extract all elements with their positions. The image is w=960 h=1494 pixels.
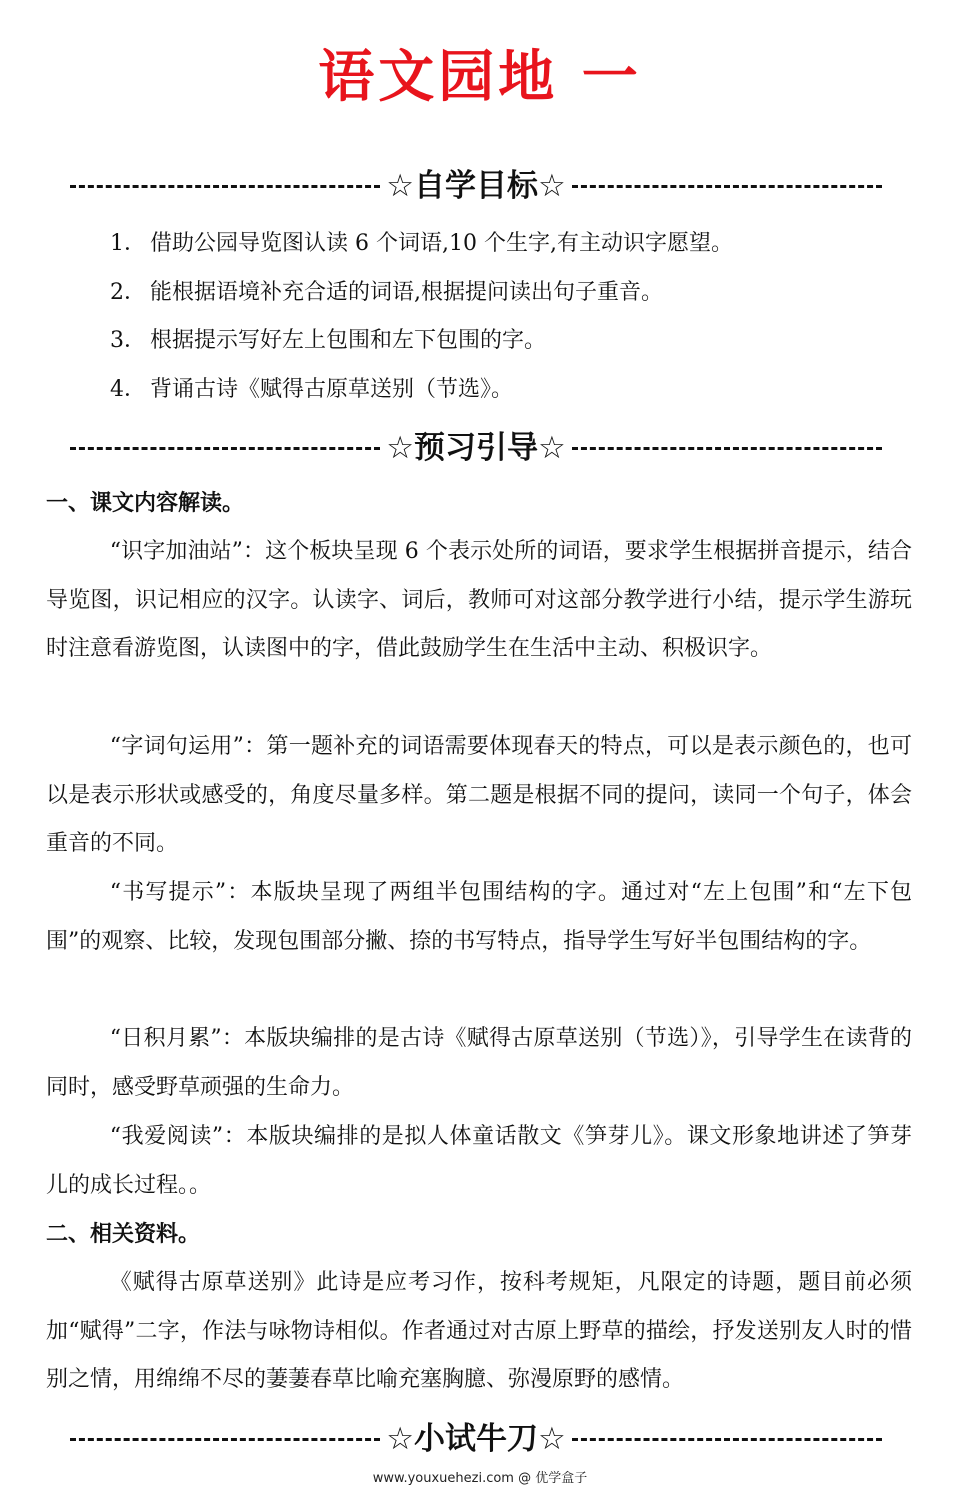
goal-item	[110, 375, 513, 405]
goal-text: 根据提示写好左上包围和左下包围的字。	[150, 328, 547, 353]
goal-item	[110, 278, 663, 308]
dashed-line-left	[70, 447, 380, 450]
dashed-line-right	[572, 185, 882, 188]
section-label-practice: ☆小试牛刀☆	[386, 1421, 566, 1457]
goal-number: 4．	[110, 377, 146, 402]
heading-related-materials: 二、相关资料。	[46, 1222, 201, 1247]
footer-watermark: www.youxuehezi.com @ 优学盒子	[372, 1471, 588, 1486]
goal-text: 能根据语境补充合适的词语,根据提问读出句子重音。	[150, 280, 663, 305]
paragraph-word-usage: “字词句运用”：第一题补充的词语需要体现春天的特点，可以是表示颜色的，也可以是表示形状或感受的，角度尽量多样。第二题是根据不同的提问，读同一个句子，体会重音的不同。	[46, 734, 912, 857]
goal-number: 2．	[110, 280, 146, 305]
section-divider-preview	[70, 428, 882, 468]
paragraph-daily-accumulation: “日积月累”：本版块编排的是古诗《赋得古原草送别（节选）》，引导学生在读背的同时，感受野草顽强的生命力。	[46, 1026, 912, 1100]
section-label-goals: ☆自学目标☆	[386, 168, 566, 204]
goal-text: 借助公园导览图认读 6 个词语,10 个生字,有主动识字愿望。	[150, 231, 733, 256]
paragraph-writing-tips: “书写提示”：本版块呈现了两组半包围结构的字。通过对“左上包围”和“左下包围”的观察、比较，发现包围部分撇、捺的书写特点，指导学生写好半包围结构的字。	[46, 880, 912, 954]
section-divider-goals	[70, 166, 882, 206]
section-divider-practice	[70, 1419, 882, 1459]
goal-number: 1．	[110, 231, 146, 256]
paragraph-literacy-station: “识字加油站”：这个板块呈现 6 个表示处所的词语，要求学生根据拼音提示，结合导览图，识记相应的汉字。认读字、词后，教师可对这部分教学进行小结，提示学生游玩时注意看游览图，认读图中的字，借此鼓励学生在生活中主动、积极识字。	[46, 539, 912, 662]
goal-item	[110, 229, 733, 259]
dashed-line-right	[572, 447, 882, 450]
goal-number: 3．	[110, 328, 146, 353]
paragraph-poem-background: 《赋得古原草送别》此诗是应考习作，按科考规矩，凡限定的诗题，题目前必须加“赋得”二字，作法与咏物诗相似。作者通过对古原上野草的描绘，抒发送别友人时的惜别之情，用绵绵不尽的萋萋春草比喻充塞胸臆、弥漫原野的感情。	[46, 1270, 912, 1393]
goal-item	[110, 326, 546, 356]
dashed-line-right	[572, 1438, 882, 1441]
dashed-line-left	[70, 185, 380, 188]
heading-text-interpretation: 一、课文内容解读。	[46, 491, 245, 516]
dashed-line-left	[70, 1438, 380, 1441]
section-label-preview: ☆预习引导☆	[386, 430, 566, 466]
goal-text: 背诵古诗《赋得古原草送别（节选》。	[150, 377, 514, 402]
paragraph-reading: “我爱阅读”：本版块编排的是拟人体童话散文《笋芽儿》。课文形象地讲述了笋芽儿的成长过程。。	[46, 1124, 912, 1198]
page-title: 语文园地 一	[318, 45, 642, 110]
